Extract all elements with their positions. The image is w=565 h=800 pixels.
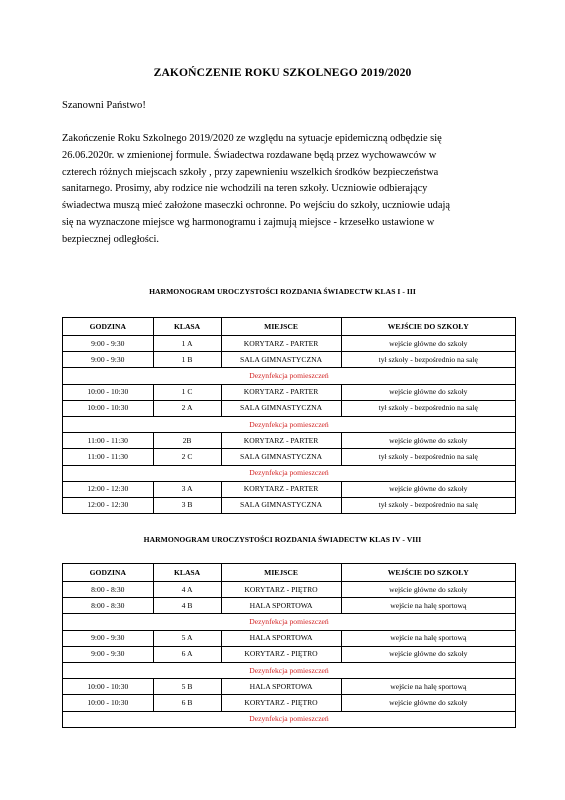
table-row <box>63 449 516 465</box>
cell-godzina: 8:00 - 8:30 <box>63 582 154 598</box>
cell-godzina: 11:00 - 11:30 <box>63 449 154 465</box>
schedule-2-table <box>62 563 516 728</box>
cell-wejscie: wejście główne do szkoły <box>341 433 515 449</box>
disinfection-note: Dezynfekcja pomieszczeń <box>63 416 516 432</box>
cell-godzina: 11:00 - 11:30 <box>63 433 154 449</box>
column-header-miejsce: MIEJSCE <box>221 318 341 336</box>
cell-godzina: 8:00 - 8:30 <box>63 598 154 614</box>
paragraph-line: Zakończenie Roku Szkolnego 2019/2020 ze względu na sytuacje epidemiczną odbędzie się <box>62 133 442 144</box>
cell-wejscie: wejście główne do szkoły <box>341 582 515 598</box>
schedule-2-heading: HARMONOGRAM UROCZYSTOŚCI ROZDANIA ŚWIADECTW KLAS IV - VIII <box>143 535 422 544</box>
cell-klasa: 4 A <box>153 582 221 598</box>
cell-klasa: 1 A <box>153 336 221 352</box>
table-row <box>63 582 516 598</box>
table-row <box>63 695 516 711</box>
table-row <box>63 497 516 513</box>
cell-klasa: 2 A <box>153 400 221 416</box>
cell-godzina: 12:00 - 12:30 <box>63 481 154 497</box>
schedule-1-table <box>62 317 516 514</box>
disinfection-note: Dezynfekcja pomieszczeń <box>63 465 516 481</box>
paragraph-line: świadectwa muszą mieć założone maseczki ochronne. Po wejściu do szkoły, uczniowie udają <box>62 200 450 212</box>
cell-miejsce: KORYTARZ - PARTER <box>221 481 341 497</box>
cell-wejscie: tył szkoły - bezpośrednio na salę <box>341 352 515 368</box>
paragraph-line: się na wyznaczone miejsce wg harmonogramu i zajmują miejsce - krzesełko ustawione w <box>62 216 435 228</box>
paragraph-line: bezpiecznej odległości. <box>62 233 159 245</box>
column-header-wejscie: WEJŚCIE DO SZKOŁY <box>341 318 515 336</box>
cell-klasa: 3 B <box>153 497 221 513</box>
salutation: Szanowni Państwo! <box>62 100 146 111</box>
cell-klasa: 2 C <box>153 449 221 465</box>
cell-klasa: 5 A <box>153 630 221 646</box>
cell-godzina: 9:00 - 9:30 <box>63 336 154 352</box>
table-row <box>63 433 516 449</box>
announcement-paragraph <box>62 131 512 249</box>
table-row <box>63 679 516 695</box>
disinfection-row <box>63 711 516 727</box>
cell-miejsce: SALA GIMNASTYCZNA <box>221 400 341 416</box>
cell-miejsce: KORYTARZ - PARTER <box>221 336 341 352</box>
table-row <box>63 646 516 662</box>
cell-godzina: 9:00 - 9:30 <box>63 352 154 368</box>
column-header-godzina: GODZINA <box>63 318 154 336</box>
table-row <box>63 384 516 400</box>
table-row <box>63 630 516 646</box>
cell-godzina: 10:00 - 10:30 <box>63 400 154 416</box>
document-title: ZAKOŃCZENIE ROKU SZKOLNEGO 2019/2020 <box>153 66 412 79</box>
disinfection-row <box>63 662 516 678</box>
cell-godzina: 9:00 - 9:30 <box>63 630 154 646</box>
cell-miejsce: HALA SPORTOWA <box>221 679 341 695</box>
cell-wejscie: tył szkoły - bezpośrednio na salę <box>341 497 515 513</box>
schedule-1-heading: HARMONOGRAM UROCZYSTOŚCI ROZDANIA ŚWIADECTW KLAS I - III <box>149 287 416 296</box>
column-header-miejsce: MIEJSCE <box>221 564 341 582</box>
cell-wejscie: wejście główne do szkoły <box>341 481 515 497</box>
disinfection-row <box>63 368 516 384</box>
table-header-row <box>63 318 516 336</box>
cell-wejscie: wejście na halę sportową <box>341 679 515 695</box>
cell-wejscie: wejście główne do szkoły <box>341 336 515 352</box>
cell-godzina: 10:00 - 10:30 <box>63 679 154 695</box>
cell-wejscie: wejście główne do szkoły <box>341 646 515 662</box>
cell-wejscie: wejście na halę sportową <box>341 630 515 646</box>
table-row <box>63 400 516 416</box>
cell-klasa: 3 A <box>153 481 221 497</box>
paragraph-line: 26.06.2020r. w zmienionej formule. Świadectwa rozdawane będą przez wychowawców w <box>62 149 437 161</box>
cell-miejsce: KORYTARZ - PIĘTRO <box>221 695 341 711</box>
cell-godzina: 9:00 - 9:30 <box>63 646 154 662</box>
paragraph-line: czterech różnych miejscach szkoły , przy zapewnieniu wszelkich środków bezpieczeństwa <box>62 166 439 178</box>
cell-klasa: 1 B <box>153 352 221 368</box>
disinfection-note: Dezynfekcja pomieszczeń <box>63 711 516 727</box>
cell-miejsce: KORYTARZ - PIĘTRO <box>221 582 341 598</box>
column-header-klasa: KLASA <box>153 564 221 582</box>
cell-miejsce: HALA SPORTOWA <box>221 630 341 646</box>
cell-wejscie: wejście na halę sportową <box>341 598 515 614</box>
cell-miejsce: SALA GIMNASTYCZNA <box>221 449 341 465</box>
cell-klasa: 4 B <box>153 598 221 614</box>
schedule-2-rows <box>63 582 516 728</box>
disinfection-row <box>63 416 516 432</box>
cell-miejsce: KORYTARZ - PARTER <box>221 384 341 400</box>
cell-klasa: 6 A <box>153 646 221 662</box>
cell-wejscie: tył szkoły - bezpośrednio na salę <box>341 449 515 465</box>
column-header-klasa: KLASA <box>153 318 221 336</box>
cell-klasa: 1 C <box>153 384 221 400</box>
paragraph-line: sanitarnego. Prosimy, aby rodzice nie wchodzili na teren szkoły. Uczniowie odbierający <box>62 183 428 195</box>
disinfection-note: Dezynfekcja pomieszczeń <box>63 662 516 678</box>
cell-miejsce: SALA GIMNASTYCZNA <box>221 352 341 368</box>
table-row <box>63 352 516 368</box>
column-header-wejscie: WEJŚCIE DO SZKOŁY <box>341 564 515 582</box>
cell-miejsce: KORYTARZ - PARTER <box>221 433 341 449</box>
disinfection-row <box>63 614 516 630</box>
disinfection-note: Dezynfekcja pomieszczeń <box>63 614 516 630</box>
disinfection-note: Dezynfekcja pomieszczeń <box>63 368 516 384</box>
cell-miejsce: SALA GIMNASTYCZNA <box>221 497 341 513</box>
table-row <box>63 481 516 497</box>
cell-wejscie: wejście główne do szkoły <box>341 384 515 400</box>
table-row <box>63 336 516 352</box>
cell-miejsce: HALA SPORTOWA <box>221 598 341 614</box>
cell-klasa: 2B <box>153 433 221 449</box>
cell-godzina: 10:00 - 10:30 <box>63 695 154 711</box>
disinfection-row <box>63 465 516 481</box>
cell-klasa: 6 B <box>153 695 221 711</box>
column-header-godzina: GODZINA <box>63 564 154 582</box>
cell-klasa: 5 B <box>153 679 221 695</box>
table-row <box>63 598 516 614</box>
cell-godzina: 12:00 - 12:30 <box>63 497 154 513</box>
cell-wejscie: wejście główne do szkoły <box>341 695 515 711</box>
table-header-row <box>63 564 516 582</box>
cell-wejscie: tył szkoły - bezpośrednio na salę <box>341 400 515 416</box>
schedule-1-rows <box>63 336 516 514</box>
cell-godzina: 10:00 - 10:30 <box>63 384 154 400</box>
cell-miejsce: KORYTARZ - PIĘTRO <box>221 646 341 662</box>
